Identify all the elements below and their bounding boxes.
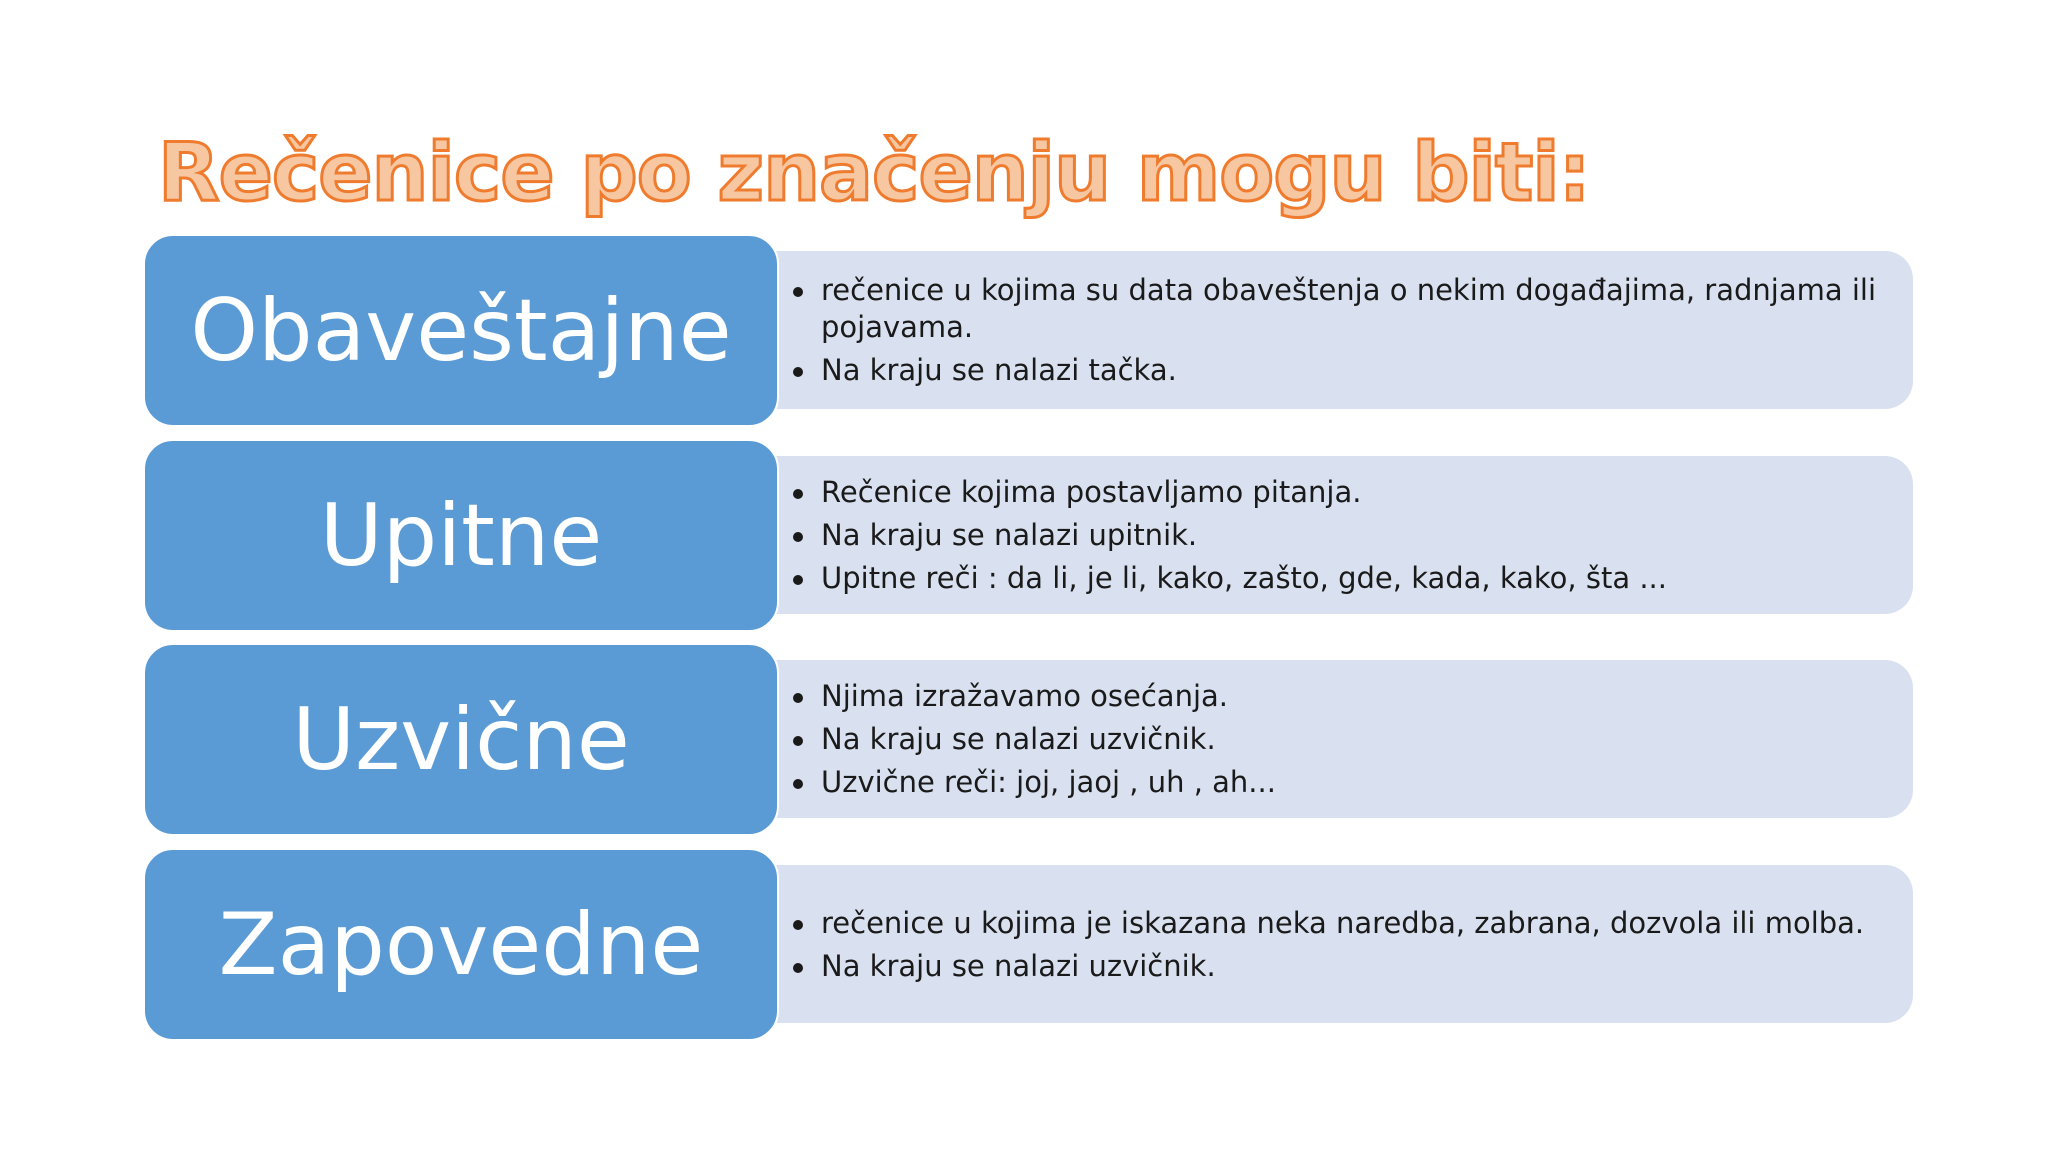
list-item: Rečenice kojima postavljamo pitanja. [791, 474, 1901, 511]
row-uzvicne [143, 643, 1913, 836]
category-box [143, 643, 779, 836]
list-item: rečenice u kojima je iskazana neka naredba, zabrana, dozvola ili molba. [791, 905, 1901, 942]
list-item: Na kraju se nalazi upitnik. [791, 517, 1901, 554]
list-item: Upitne reči : da li, je li, kako, zašto, gde, kada, kako, šta ... [791, 560, 1901, 597]
row-zapovedne [143, 848, 1913, 1041]
list-item: Na kraju se nalazi uzvičnik. [791, 721, 1901, 758]
list-item: Uzvične reči: joj, jaoj , uh , ah... [791, 764, 1901, 801]
description-list [791, 439, 1901, 632]
category-label: Upitne [319, 485, 603, 586]
category-label: Obaveštajne [190, 280, 732, 381]
description-list [791, 848, 1901, 1041]
slide-title: Rečenice po značenju mogu biti: [158, 126, 1590, 219]
category-box [143, 439, 779, 632]
category-box [143, 234, 779, 427]
list-item: Njima izražavamo osećanja. [791, 678, 1901, 715]
list-item: Na kraju se nalazi tačka. [791, 352, 1901, 389]
category-label: Zapovedne [218, 894, 704, 995]
row-obavestajne [143, 234, 1913, 427]
list-item: Na kraju se nalazi uzvičnik. [791, 948, 1901, 985]
row-upitne [143, 439, 1913, 632]
description-list [791, 234, 1901, 427]
category-label: Uzvične [292, 689, 630, 790]
category-box [143, 848, 779, 1041]
list-item: rečenice u kojima su data obaveštenja o nekim događajima, radnjama ili pojavama. [791, 272, 1901, 346]
description-list [791, 643, 1901, 836]
